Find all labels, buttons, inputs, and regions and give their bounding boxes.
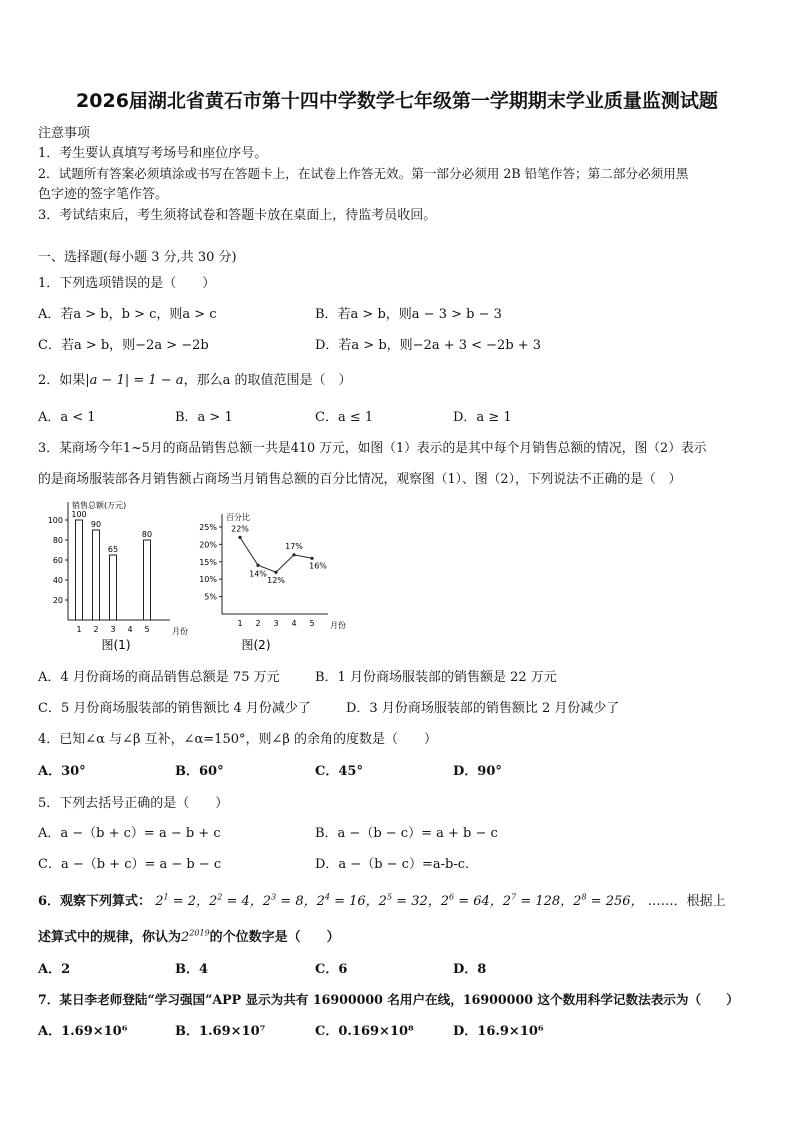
- x-axis-label: 月份: [172, 627, 188, 636]
- bar: [93, 530, 100, 620]
- bar-value-label: 100: [71, 510, 87, 519]
- q6-option-c: C．6: [315, 962, 348, 977]
- q6-tail: ……．根据上: [647, 894, 726, 909]
- y-tick-label: 100: [47, 516, 63, 525]
- figure-1-bar-chart: [40, 498, 200, 658]
- figure-caption: 图(1): [101, 638, 131, 652]
- data-point: [274, 571, 277, 574]
- q5-option-a: A．a −（b + c）= a − b + c: [38, 826, 221, 841]
- y-tick-label: 40: [52, 576, 63, 585]
- q1-option-a: A．若a > b，b > c，则a > c: [38, 307, 217, 322]
- q1-option-d: D．若a > b，则−2a + 3 < −2b + 3: [315, 338, 542, 353]
- bar-value-label: 90: [90, 520, 102, 529]
- y-axis-label: 百分比: [226, 513, 250, 522]
- q6-option-a: A．2: [38, 962, 71, 977]
- bar-value-label: 80: [141, 530, 153, 539]
- q5-option-c: C．a −（b + c）= a − b − c: [38, 857, 222, 872]
- x-tick-label: 4: [127, 625, 133, 634]
- q6-powers: $2^1 = 2$，$2^2 = 4$，$2^3 = 8$，$2^4 = 16$，$2^5 = 32$，$2^6 = 64$，$2^7 = 128$，$2^8 = 256$，: [155, 892, 644, 909]
- q5-option-b: B．a −（b − c）= a + b − c: [315, 826, 498, 841]
- x-axis-label: 月份: [330, 621, 346, 630]
- figure-caption: 图(2): [241, 638, 271, 652]
- x-tick-label: 3: [273, 619, 279, 628]
- q1-option-c: C．若a > b，则−2a > −2b: [38, 338, 209, 353]
- bar: [144, 540, 151, 620]
- x-tick-label: 3: [110, 625, 116, 634]
- q4-option-d: D．90°: [453, 764, 502, 779]
- data-point: [292, 553, 295, 556]
- q1-option-b: B．若a > b，则a − 3 > b − 3: [315, 307, 502, 322]
- q1-stem: 1．下列选项错误的是（ ）: [38, 276, 216, 291]
- q6-power-2019: $2^{2019}$: [181, 928, 210, 945]
- q2-stem-post: ，那么a 的取值范围是（ ）: [183, 373, 352, 388]
- bar-chart-plot: [48, 500, 188, 652]
- q3-option-d: D．3 月份商场服装部的销售额比 2 月份减少了: [346, 701, 620, 716]
- q6-line2-post: 的个位数字是（ ）: [209, 930, 340, 945]
- q6-stem: [38, 890, 726, 909]
- notice-item-3: 3．考试结束后，考生须将试卷和答题卡放在桌面上，待监考员收回。: [38, 208, 437, 223]
- q2-stem: [38, 369, 351, 388]
- q4-option-b: B．60°: [175, 764, 224, 779]
- data-point: [238, 536, 241, 539]
- page-title: 2026届湖北省黄石市第十四中学数学七年级第一学期期末学业质量监测试题: [76, 90, 718, 112]
- data-point: [256, 564, 259, 567]
- q6-option-d: D．8: [453, 962, 487, 977]
- bar: [110, 555, 117, 620]
- point-value-label: 22%: [231, 524, 249, 534]
- y-tick-label: 10%: [199, 575, 217, 585]
- y-tick-label: 25%: [199, 522, 217, 532]
- q3-option-c: C．5 月份商场服装部的销售额比 4 月份减少了: [38, 701, 311, 716]
- q7-option-d: D．16.9×10⁶: [453, 1024, 544, 1039]
- notice-item-1: 1．考生要认真填写考场号和座位序号。: [38, 146, 268, 161]
- point-value-label: 16%: [309, 561, 327, 571]
- q7-stem: 7．某日李老师登陆“学习强国”APP 显示为共有 16900000 名用户在线，16900000 这个数用科学记数法表示为（ ）: [38, 992, 739, 1007]
- q5-option-d: D．a −（b − c）=a-b-c.: [315, 857, 470, 872]
- q3-option-a: A．4 月份商场的商品销售总额是 75 万元: [38, 670, 280, 685]
- bar-value-label: 65: [107, 545, 119, 554]
- x-tick-label: 5: [144, 625, 150, 634]
- y-tick-label: 20%: [199, 540, 217, 550]
- point-value-label: 12%: [267, 576, 285, 586]
- bar: [76, 520, 83, 620]
- y-tick-label: 60: [52, 556, 63, 565]
- point-value-label: 17%: [285, 541, 303, 551]
- line-chart-plot: [199, 512, 346, 652]
- x-tick-label: 1: [76, 625, 82, 634]
- q2-option-a: A．a < 1: [38, 410, 96, 425]
- q4-option-c: C．45°: [315, 764, 363, 779]
- q2-option-c: C．a ≤ 1: [315, 410, 374, 425]
- y-tick-label: 80: [52, 536, 63, 545]
- data-point: [310, 557, 313, 560]
- q7-option-c: C．0.169×10⁸: [315, 1024, 414, 1039]
- q4-stem: 4．已知∠α 与∠β 互补，∠α=150°，则∠β 的余角的度数是（ ）: [38, 732, 438, 747]
- y-tick-label: 5%: [204, 592, 217, 602]
- q2-equation: |a − 1| = 1 − a: [85, 373, 184, 388]
- y-tick-label: 20: [52, 596, 63, 605]
- q2-option-d: D．a ≥ 1: [453, 410, 512, 425]
- q5-stem: 5．下列去括号正确的是（ ）: [38, 796, 229, 811]
- x-tick-label: 5: [309, 619, 315, 628]
- q2-stem-pre: 2．如果: [38, 373, 86, 388]
- notice-heading: 注意事项: [38, 126, 91, 141]
- notice-item-2: 2．试题所有答案必须填涂或书写在答题卡上，在试卷上作答无效。第一部分必须用 2B 铅笔作答；第二部分必须用黑: [38, 166, 689, 181]
- q6-label: 6．观察下列算式：: [38, 894, 152, 909]
- q6-line2-pre: 述算式中的规律，你认为: [38, 930, 182, 945]
- q4-option-a: A．30°: [38, 764, 86, 779]
- q7-option-b: B．1.69×10⁷: [175, 1024, 266, 1039]
- q2-option-b: B．a > 1: [175, 410, 233, 425]
- q6-option-b: B．4: [175, 962, 209, 977]
- q3-stem-line1: 3．某商场今年1~5月的商品销售总额一共是410 万元，如图（1）表示的是其中每个月销售总额的情况，图（2）表示: [38, 441, 707, 456]
- y-axis-label: 销售总额(万元): [72, 501, 127, 510]
- x-tick-label: 2: [93, 625, 99, 634]
- q6-stem-line2: [38, 926, 340, 945]
- y-tick-label: 15%: [199, 557, 217, 567]
- x-tick-label: 2: [255, 619, 261, 628]
- x-tick-label: 1: [237, 619, 243, 628]
- section-heading: 一、选择题(每小题 3 分,共 30 分): [38, 250, 237, 265]
- q3-stem-line2: 的是商场服装部各月销售额占商场当月销售总额的百分比情况，观察图（1）、图（2），下列说法不正确的是（ ）: [38, 472, 682, 487]
- point-value-label: 14%: [249, 569, 267, 579]
- q7-option-a: A．1.69×10⁶: [38, 1024, 128, 1039]
- q3-option-b: B．1 月份商场服装部的销售额是 22 万元: [315, 670, 557, 685]
- x-tick-label: 4: [291, 619, 297, 628]
- figure-2-line-chart: [196, 508, 356, 658]
- notice-item-2-cont: 色字迹的签字笔作答。: [38, 187, 169, 202]
